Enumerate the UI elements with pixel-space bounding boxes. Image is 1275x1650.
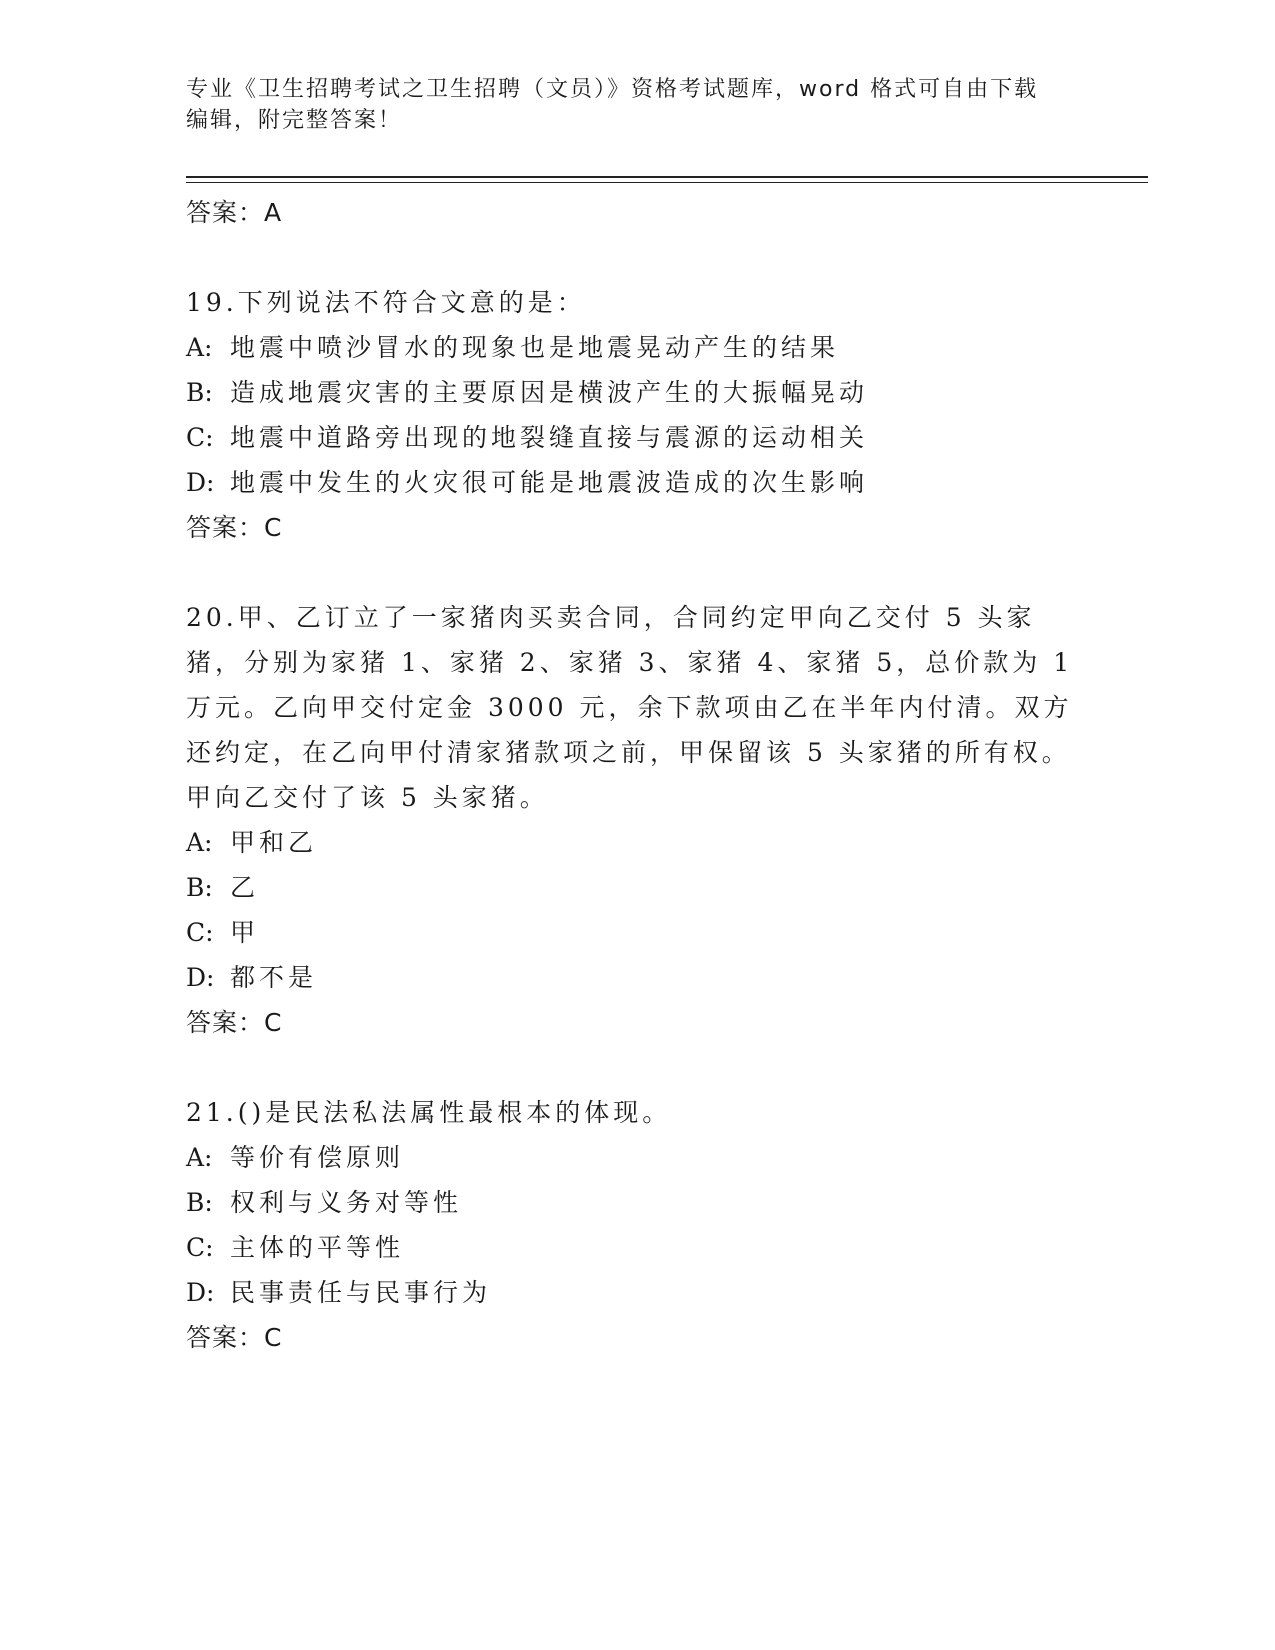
- answer-line: 答案：C: [186, 1008, 283, 1037]
- header-divider-thin: [186, 182, 1148, 183]
- option-letter: D:: [186, 1278, 215, 1307]
- option-c: [186, 415, 1086, 460]
- option-letter: D:: [186, 963, 215, 992]
- previous-answer: 答案：A: [186, 198, 283, 227]
- option-text: 甲和乙: [230, 828, 318, 857]
- option-text: 民事责任与民事行为: [230, 1278, 492, 1307]
- question-list: [186, 190, 1086, 1360]
- option-b: [186, 370, 1086, 415]
- option-b: [186, 865, 1086, 910]
- page-header: [186, 74, 1066, 136]
- option-text: 地震中发生的火灾很可能是地震波造成的次生影响: [230, 468, 869, 497]
- option-d: [186, 1270, 1086, 1315]
- option-letter: B:: [186, 1188, 213, 1217]
- option-letter: C:: [186, 918, 214, 947]
- option-a: [186, 1135, 1086, 1180]
- option-text: 主体的平等性: [230, 1233, 405, 1262]
- option-letter: A:: [186, 828, 213, 857]
- option-b: [186, 1180, 1086, 1225]
- option-text: 都不是: [230, 963, 318, 992]
- question-21: [186, 1090, 1086, 1360]
- option-d: [186, 955, 1086, 1000]
- option-a: [186, 325, 1086, 370]
- answer-line: 答案：C: [186, 1323, 283, 1352]
- option-c: [186, 1225, 1086, 1270]
- option-letter: B:: [186, 873, 213, 902]
- option-letter: C:: [186, 423, 214, 452]
- question-stem: 21.()是民法私法属性最根本的体现。: [186, 1098, 672, 1127]
- option-letter: D:: [186, 468, 215, 497]
- question-19: [186, 280, 1086, 550]
- option-text: 乙: [230, 873, 260, 902]
- option-text: 地震中喷沙冒水的现象也是地震晃动产生的结果: [230, 333, 840, 362]
- option-text: 地震中道路旁出现的地裂缝直接与震源的运动相关: [230, 423, 869, 452]
- option-text: 甲: [230, 918, 260, 947]
- header-line-2: 编辑，附完整答案！: [186, 108, 403, 133]
- option-d: [186, 460, 1086, 505]
- option-a: [186, 820, 1086, 865]
- answer-line: 答案：C: [186, 513, 283, 542]
- header-line-1: 专业《卫生招聘考试之卫生招聘（文员）》资格考试题库，word 格式可自由下载: [186, 77, 1039, 102]
- option-text: 等价有偿原则: [230, 1143, 405, 1172]
- option-text: 权利与义务对等性: [230, 1188, 463, 1217]
- question-stem: 20.甲、乙订立了一家猪肉买卖合同，合同约定甲向乙交付 5 头家猪，分别为家猪 1、家猪 2、家猪 3、家猪 4、家猪 5，总价款为 1 万元。乙向甲交付定金 3000 元，余下款项由乙在半年内付清。双方还约定，在乙向甲付清家猪款项之前，甲保留该 5 头家猪的所有权。甲向乙交付了该 5 头家猪。: [186, 603, 1074, 812]
- question-stem: 19.下列说法不符合文意的是：: [186, 288, 586, 317]
- option-letter: C:: [186, 1233, 214, 1262]
- option-letter: A:: [186, 333, 213, 362]
- header-divider-thick: [186, 176, 1148, 178]
- option-text: 造成地震灾害的主要原因是横波产生的大振幅晃动: [230, 378, 869, 407]
- option-letter: B:: [186, 378, 213, 407]
- option-letter: A:: [186, 1143, 213, 1172]
- question-20: [186, 595, 1086, 1045]
- option-c: [186, 910, 1086, 955]
